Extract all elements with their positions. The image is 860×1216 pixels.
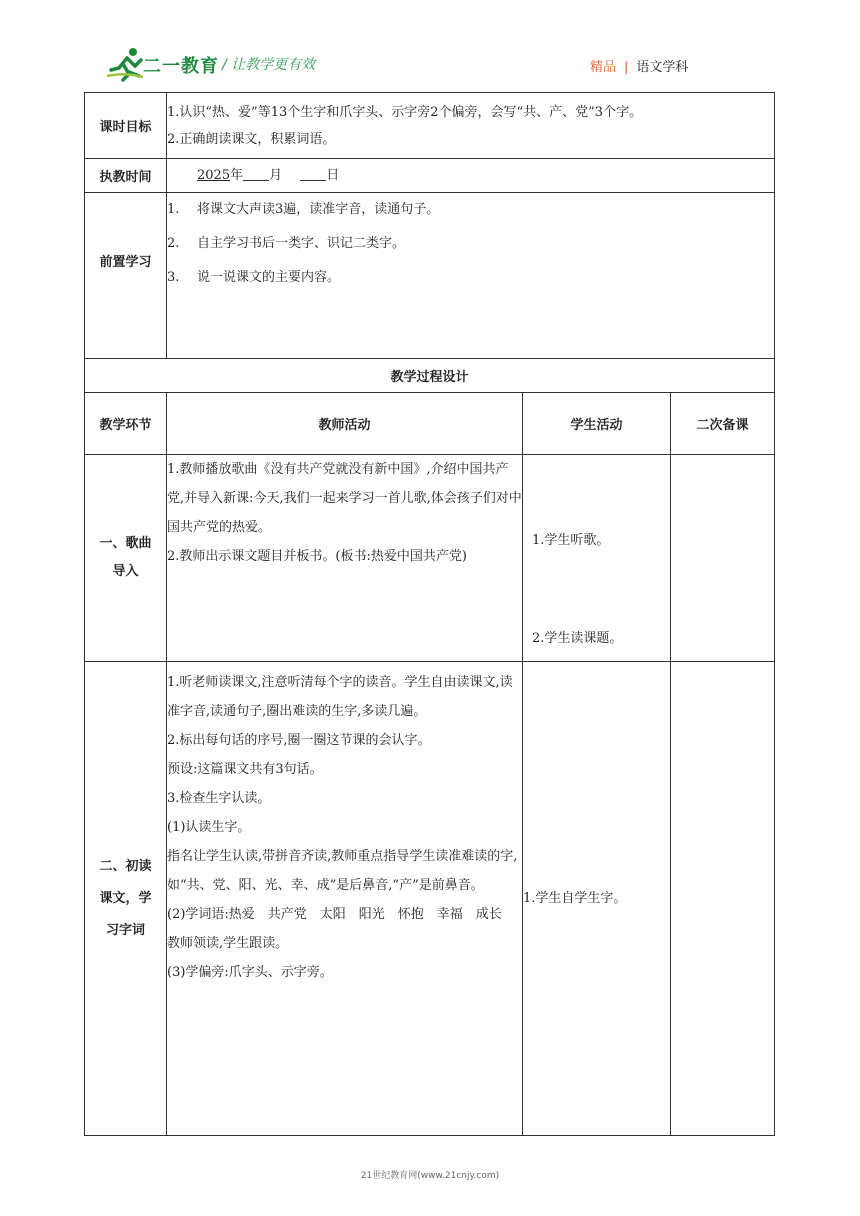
logo-text: 二一教育 — [143, 56, 219, 77]
teach-year: 2025 — [197, 168, 231, 183]
col-header-revision: 二次备课 — [671, 393, 775, 455]
section1-teacher — [167, 455, 523, 662]
col-header-student: 学生活动 — [523, 393, 671, 455]
lesson-plan-table — [84, 92, 775, 1136]
lesson-goal-content — [167, 93, 775, 159]
section1-revision — [671, 455, 775, 662]
section2-student — [523, 662, 671, 1136]
month-blank — [243, 166, 269, 181]
pre-study-item: 3. 说一说课文的主要内容。 — [167, 270, 341, 285]
lesson-goal-row — [85, 93, 775, 159]
section1-label: 一、歌曲 导入 — [85, 455, 167, 662]
student-activity: 1.学生自学生字。 — [523, 891, 627, 906]
pre-study-item: 2. 自主学习书后一类字、识记二类字。 — [167, 236, 406, 251]
student-activity: 2.学生读课题。 — [532, 631, 623, 646]
brand-right — [590, 56, 688, 75]
col-header-teacher: 教师活动 — [167, 393, 523, 455]
teacher-activity: (2)学词语:热爱 共产党 太阳 阳光 怀抱 幸福 成长 — [167, 907, 502, 922]
teacher-activity: 教师领读,学生跟读。 — [167, 936, 289, 951]
page-header — [0, 0, 860, 92]
page-footer: 21世纪教育网(www.21cnjy.com) — [360, 1171, 500, 1181]
section1-student — [523, 455, 671, 662]
teacher-activity: 2.标出每句话的序号,圈一圈这节课的会认字。 — [167, 733, 431, 748]
pre-study-row — [85, 193, 775, 359]
col-header-stage: 教学环节 — [85, 393, 167, 455]
year-suffix: 年 — [230, 168, 244, 183]
teacher-activity: 指名让学生认读,带拼音齐读,教师重点指导学生读准难读的字,如“共、党、阳、光、幸、成”是后鼻音,“产”是前鼻音。 — [167, 849, 518, 893]
teacher-activity: 2.教师出示课文题目并板书。(板书:热爱中国共产党) — [167, 549, 467, 564]
section1-row — [85, 455, 775, 662]
teach-time-label: 执教时间 — [85, 159, 167, 193]
slogan: / 让教学更有效 — [222, 57, 316, 73]
brand-separator: | — [624, 60, 629, 75]
student-activity: 1.学生听歌。 — [532, 533, 610, 548]
pre-study-item: 1. 将课文大声读3遍，读准字音，读通句子。 — [167, 202, 440, 217]
pre-study-content — [167, 193, 775, 359]
subject-label: 语文学科 — [636, 60, 689, 75]
process-title-row — [85, 359, 775, 393]
column-header-row — [85, 393, 775, 455]
section2-revision — [671, 662, 775, 1136]
lesson-goal-item: 2.正确朗读课文，积累词语。 — [167, 131, 336, 147]
teacher-activity: 1.教师播放歌曲《没有共产党就没有新中国》,介绍中国共产党,并导入新课:今天,我们一起来学习一首儿歌,体会孩子们对中国共产党的热爱。 — [167, 462, 522, 535]
lesson-goal-item: 1.认识“热、爱”等13个生字和爪字头、示字旁2个偏旁，会写“共、产、党”3个字。 — [167, 104, 643, 120]
process-title: 教学过程设计 — [85, 359, 775, 393]
section2-label: 二、初读 课文，学 习字词 — [85, 662, 167, 1136]
section2-teacher — [167, 662, 523, 1136]
day-label: 日 — [326, 168, 340, 183]
pre-study-label: 前置学习 — [85, 193, 167, 359]
lesson-goal-label: 课时目标 — [85, 93, 167, 159]
day-blank — [300, 166, 326, 181]
teacher-activity: 1.听老师读课文,注意听清每个字的读音。学生自由读课文,读准字音,读通句子,圈出难读的生字,多读几遍。 — [167, 675, 513, 719]
teacher-activity: (1)认读生字。 — [167, 820, 251, 835]
section2-row — [85, 662, 775, 1136]
quality-label: 精品 — [590, 60, 617, 75]
teacher-activity: (3)学偏旁:爪字头、示字旁。 — [167, 965, 333, 980]
teach-time-content — [167, 159, 775, 193]
teacher-activity: 3.检查生字认读。 — [167, 791, 271, 806]
teacher-activity: 预设:这篇课文共有3句话。 — [167, 762, 323, 777]
teach-time-row — [85, 159, 775, 193]
month-label: 月 — [269, 168, 283, 183]
